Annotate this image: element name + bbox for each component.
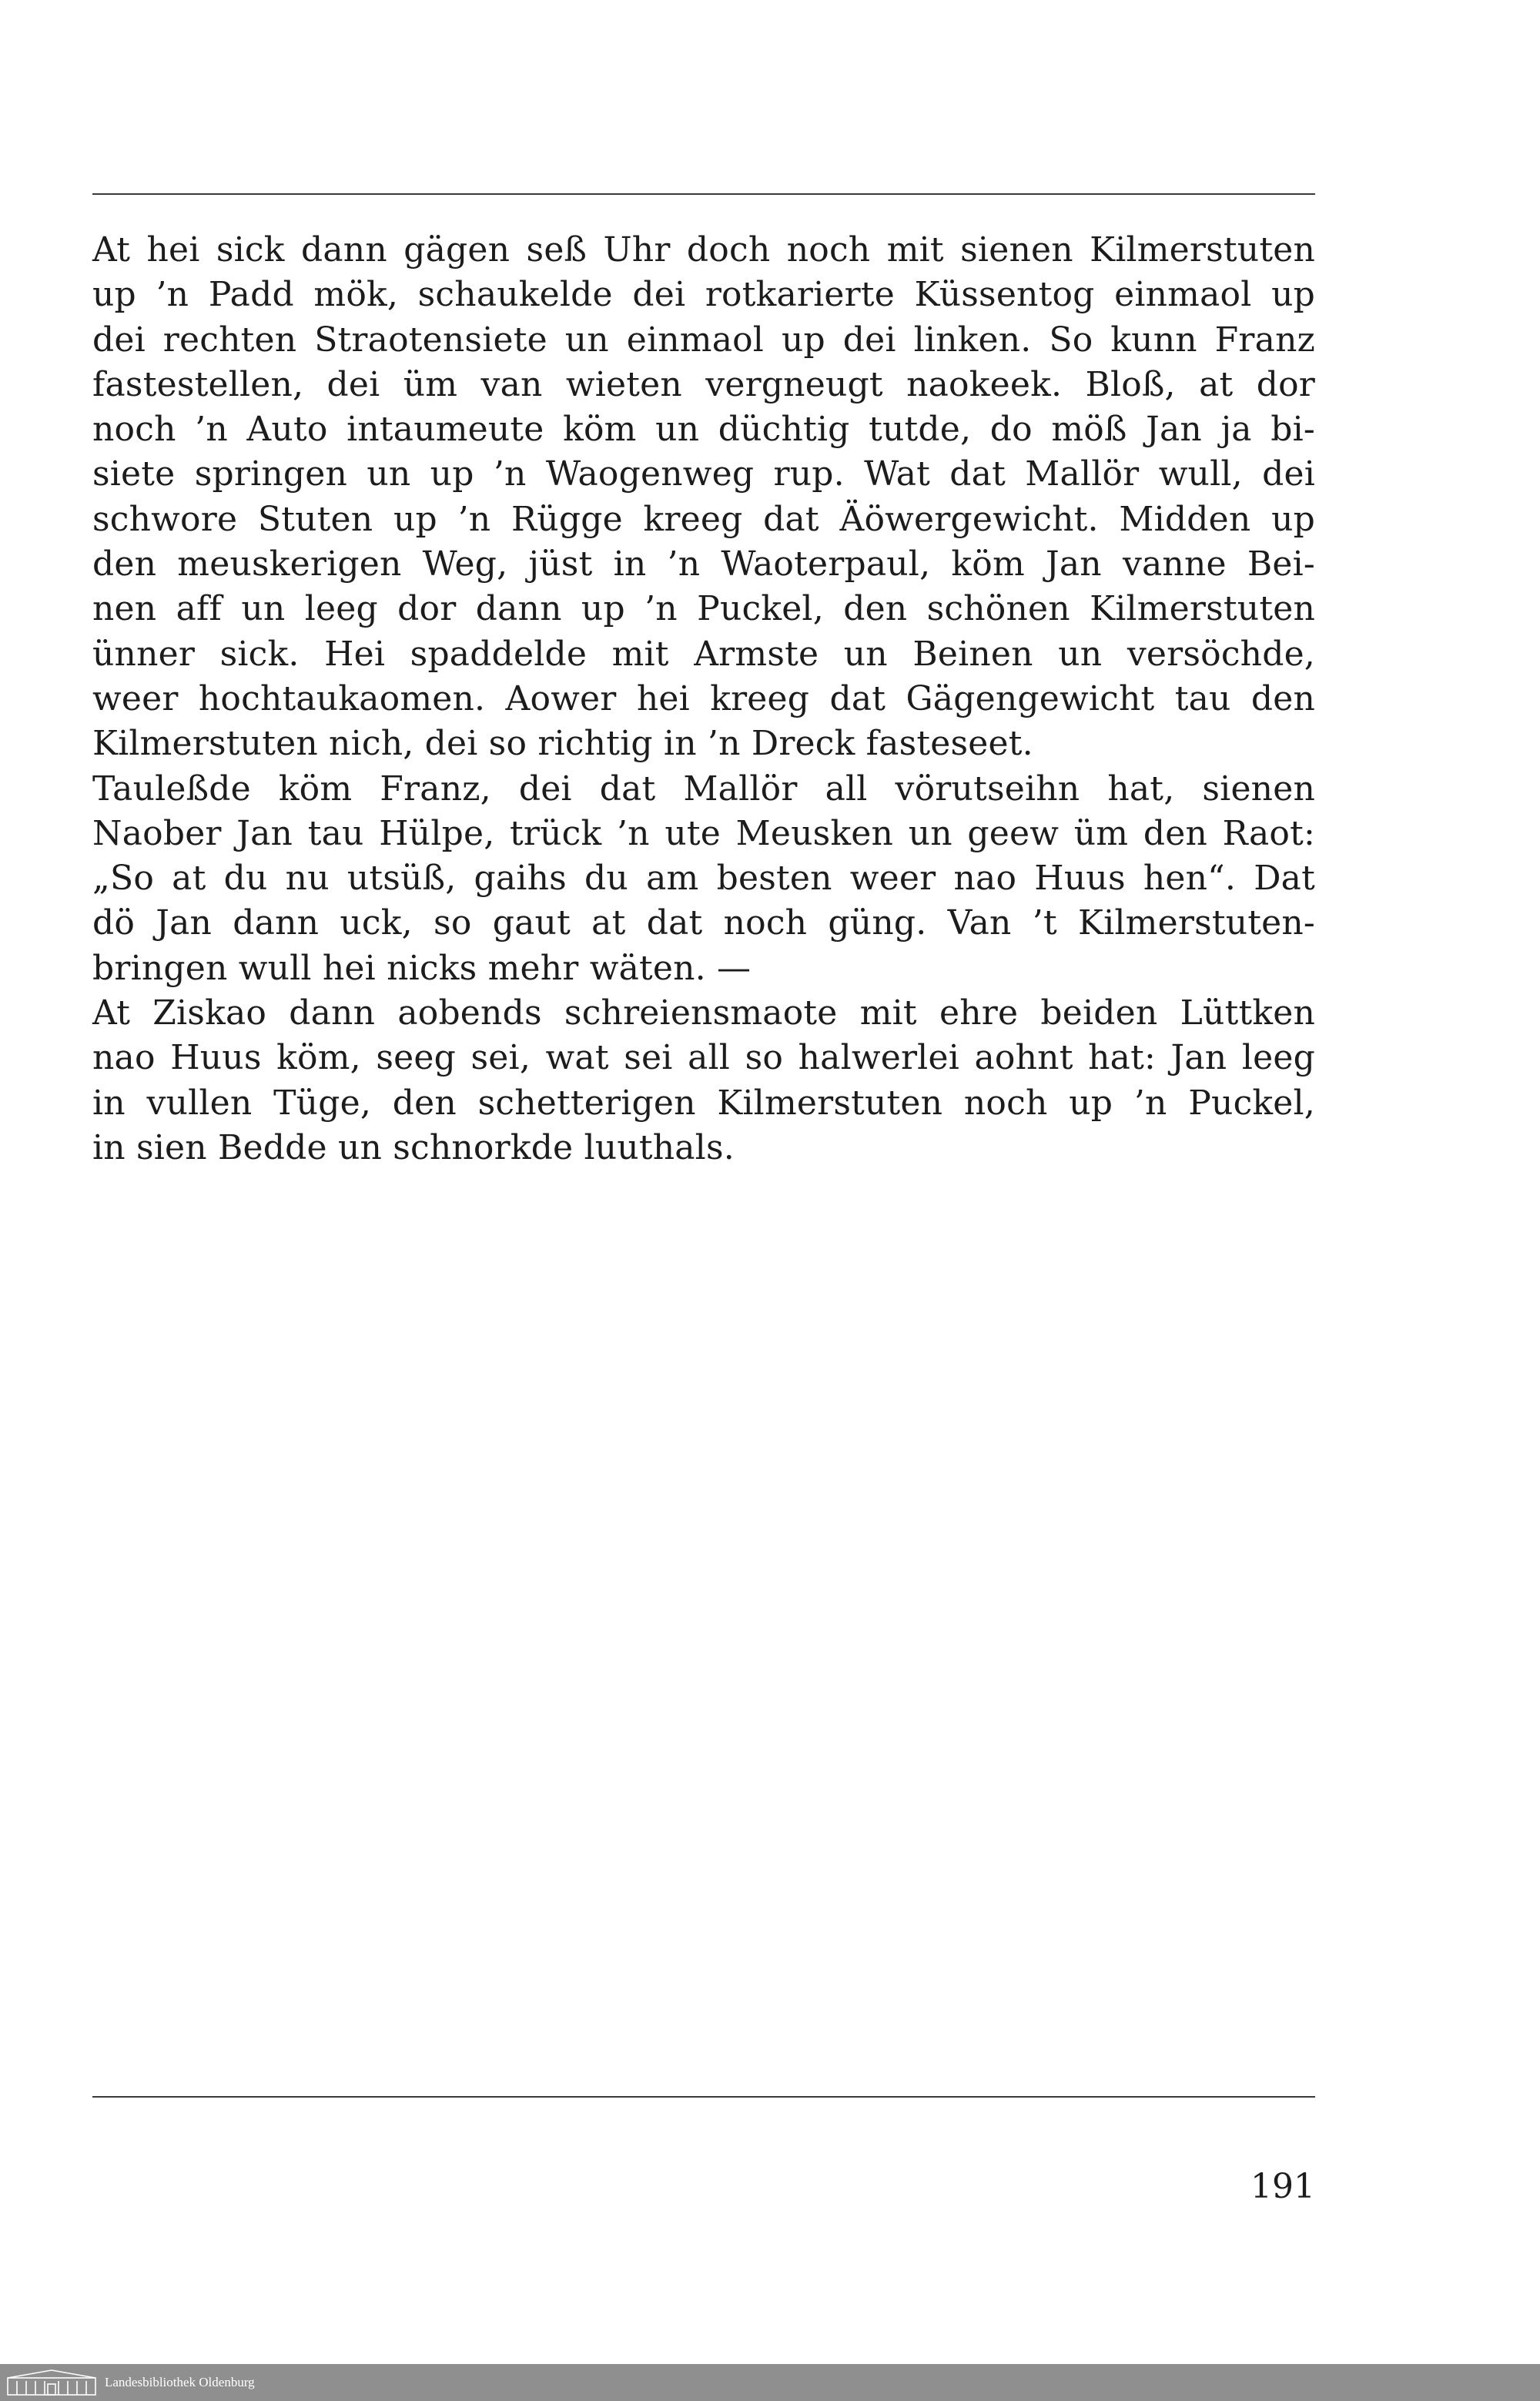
text-line: noch ’n Auto intaumeute köm un düchtig tutde, do möß Jan ja bi-	[92, 410, 1315, 450]
bottom-rule	[92, 2096, 1315, 2098]
text-line: weer hochtaukaomen. Aower hei kreeg dat Gägengewicht tau den	[92, 678, 1315, 718]
text-line: dei rechten Straotensiete un einmaol up dei linken. So kunn Franz	[92, 320, 1315, 360]
text-line: ünner sick. Hei spaddelde mit Armste un Beinen un versöchde,	[92, 634, 1315, 674]
footer-bar	[0, 2364, 1540, 2401]
library-building-icon	[6, 2369, 97, 2396]
text-line: Tauleßde köm Franz, dei dat Mallör all vörutseihn hat, sienen	[92, 769, 1315, 809]
text-line: nen aff un leeg dor dann up ’n Puckel, den schönen Kilmerstuten	[92, 589, 1315, 629]
text-line: At hei sick dann gägen seß Uhr doch noch mit sienen Kilmerstuten	[92, 230, 1315, 270]
body-text	[92, 228, 1315, 1170]
text-line: Naober Jan tau Hülpe, trück ’n ute Meusken un geew üm den Raot:	[92, 813, 1315, 853]
text-line: den meuskerigen Weg, jüst in ’n Waoterpaul, köm Jan vanne Bei-	[92, 544, 1315, 584]
top-rule	[92, 193, 1315, 195]
text-line: up ’n Padd mök, schaukelde dei rotkarierte Küssentog einmaol up	[92, 275, 1315, 315]
text-line: „So at du nu utsüß, gaihs du am besten weer nao Huus hen“. Dat	[92, 859, 1315, 899]
text-line: fastestellen, dei üm van wieten vergneugt naokeek. Bloß, at dor	[92, 364, 1315, 404]
text-line: At Ziskao dann aobends schreiensmaote mit ehre beiden Lüttken	[92, 993, 1315, 1033]
text-line: nao Huus köm, seeg sei, wat sei all so halwerlei aohnt hat: Jan leeg	[92, 1038, 1315, 1078]
text-line: schwore Stuten up ’n Rügge kreeg dat Äöwergewicht. Midden up	[92, 499, 1315, 539]
text-line: siete springen un up ’n Waogenweg rup. Wat dat Mallör wull, dei	[92, 454, 1315, 494]
text-line: Kilmerstuten nich, dei so richtig in ’n Dreck fasteseet.	[92, 724, 1033, 764]
text-line: in sien Bedde un schnorkde luuthals.	[92, 1127, 735, 1167]
text-line: dö Jan dann uck, so gaut at dat noch güng. Van ’t Kilmerstuten-	[92, 903, 1315, 943]
page-number: 191	[1250, 2167, 1315, 2206]
library-name: Landesbibliothek Oldenburg	[105, 2375, 255, 2389]
text-line: bringen wull hei nicks mehr wäten. —	[92, 948, 752, 988]
text-line: in vullen Tüge, den schetterigen Kilmerstuten noch up ’n Puckel,	[92, 1083, 1315, 1123]
